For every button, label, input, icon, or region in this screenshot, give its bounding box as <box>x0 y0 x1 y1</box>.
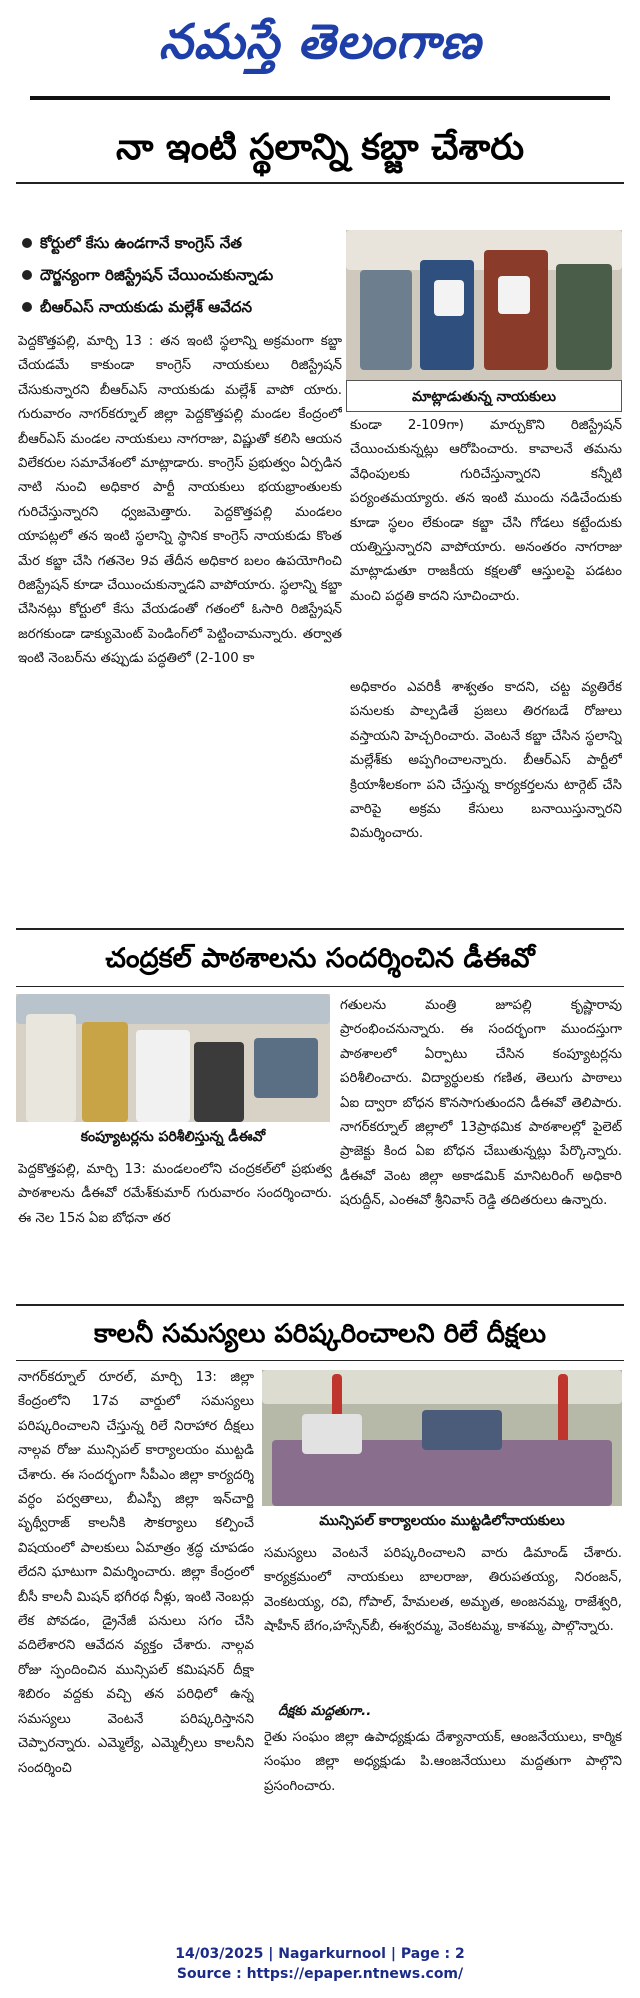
story1-photo-caption: మాట్లాడుతున్న నాయకులు <box>346 380 622 412</box>
masthead <box>0 0 640 100</box>
footer-source-line: Source : https://epaper.ntnews.com/ <box>176 1966 464 1982</box>
divider <box>16 986 624 987</box>
story3-column-2b: రైతు సంఘం జిల్లా ఉపాధ్యక్షుడు దేశ్యానాయక్, ఆంజనేయులు, కార్మిక సంఘం జిల్లా అధ్యక్షుడు పి.ఆంజనేయులు మద్దతుగా పాల్గొని ప్రసంగించారు. <box>264 1730 622 1794</box>
story1-headline: నా ఇంటి స్థలాన్ని కబ్జా చేశారు <box>115 127 525 168</box>
newspaper-logo: నమస్తే తెలంగాణ <box>158 14 482 70</box>
story3-subhead: దీక్షకు మద్దతుగా.. <box>278 1704 372 1719</box>
divider <box>16 1360 624 1361</box>
story3-photo-caption: మున్సిపల్ కార్యాలయం ముట్టడిలోనాయకులు <box>262 1506 622 1536</box>
bullet-icon <box>22 238 32 248</box>
story3-column-1: నాగర్‌కర్నూల్ రూరల్, మార్చి 13: జిల్లా కేంద్రంలోని 17వ వార్డులో సమస్యలు పరిష్కరించాలని చేస్తున్న రిలే నిరాహార దీక్షలు నాల్గవ రోజు మున్సిపల్ కార్యాలయం ముట్టడి చేశారు. ఈ సందర్భంగా సీపీఎం జిల్లా కార్యదర్శి వర్ధం పర్వతాలు, బీఎస్పీ జిల్లా ఇన్‌చార్జి పృథ్వీరాజ్ కాలనీకి సౌకర్యాలు కల్పించే విషయంలో పాలకులు ఏమాత్రం శ్రద్ధ చూపడం లేదని ఘాటుగా విమర్శించారు. జిల్లా కేంద్రంలో బీసీ కాలనీ మిషన్ భగీరథ నీళ్లు, ఇంటి నెంబర్లు లేక పోవడం, డ్రైనేజీ పనులు సగం చేసి వదిలేశారని ఆవేదన వ్యక్తం చేశారు. నాల్గవ రోజు స్పందించిన మున్సిపల్ కమిషనర్ దీక్షా శిబిరం వద్దకు వచ్చి తన పరిధిలో ఉన్న సమస్యలు వెంటనే పరిష్కరిస్తానని చెప్పారన్నారు. ఎమ్మెల్యే, ఎమ్మెల్సీలు కాలనీని సందర్శించి <box>18 1370 254 1776</box>
story2-photo-caption: కంప్యూటర్లను పరిశీలిస్తున్న డీఈవో <box>16 1122 330 1152</box>
bullet-icon <box>22 270 32 280</box>
divider <box>16 928 624 930</box>
story3-photo <box>262 1370 622 1506</box>
story2-headline: చంద్రకల్ పాఠశాలను సందర్శించిన డీఈవో <box>105 943 535 974</box>
bullet-item: కోర్టులో కేసు ఉండగానే కాంగ్రెస్ నేత <box>22 232 342 254</box>
story1-column-1: పెద్దకొత్తపల్లి, మార్చి 13 : తన ఇంటి స్థలాన్ని అక్రమంగా కబ్జా చేయడమే కాకుండా కాంగ్రెస్ నాయకులు రిజిస్ట్రేషన్ చేసుకున్నారని బీఆర్ఎస్ నాయకుడు మల్లేశ్ వాపో యారు. గురువారం నాగర్‌కర్నూల్ జిల్లా పెద్దకొత్తపల్లి మండల కేంద్రంలో బీఆర్ఎస్ మండల నాయకులు నాగరాజు, విష్ణుతో కలిసి ఆయన విలేకరుల సమావేశంలో మాట్లాడారు. కాంగ్రెస్ ప్రభుత్వం ఏర్పడిన నాటి నుంచి అధికార పార్టీ నాయకులు భయభ్రాంతులకు గురిచేస్తున్నారని ధ్వజమెత్తారు. పెద్దకొత్తపల్లి మండలం యాపట్లలో తన ఇంటి స్థలాన్ని స్థానిక కాంగ్రెస్ నాయకుడు కొంత మేర కబ్జా చేసి గతనెల 9వ తేదీన అధికార బలం ఉపయోగించి రిజిస్ట్రేషన్ కూడా చేయించుకున్నాడని వాపోయారు. స్థలాన్ని కబ్జా చేసినట్లు కోర్టులో కేసు వేయడంతో గతంలో ఓసారి రిజిస్ట్రేషన్ జరగకుండా డాక్యుమెంట్ పెండింగ్‌లో పెట్టించామన్నారు. తర్వాత ఇంటి నెంబర్‌ను తప్పుడు పద్ధతిలో (2-100 కా <box>18 334 342 667</box>
divider <box>16 1304 624 1306</box>
story2-photo <box>16 994 330 1122</box>
story3-column-2a: సమస్యలు వెంటనే పరిష్కరించాలని వారు డిమాండ్ చేశారు. కార్యక్రమంలో నాయకులు బాలరాజు, తిరుపతయ్య, నిరంజన్, వెంకటయ్య, రవి, గోపాల్, హేమలత, అమృత, అంజనమ్మ, రాజేశ్వరి, షాహీన్ బేగం,హస్సేన్‌బీ, ఈశ్వరమ్మ, వెంకటమ్మ, కాశమ్మ, పాల్గొన్నారు. <box>264 1546 622 1635</box>
footer-date-line: 14/03/2025 | Nagarkurnool | Page : 2 <box>175 1946 465 1962</box>
bullet-icon <box>22 302 32 312</box>
story2-column-2: గతులను మంత్రి జూపల్లి కృష్ణారావు ప్రారంభించనున్నారు. ఈ సందర్భంగా ముందస్తుగా పాఠశాలలో ఏర్పాటు చేసిన కంప్యూటర్లను పరిశీలించారు. విద్యార్థులకు గణిత, తెలుగు పాఠాలు ఏఐ ద్వారా బోధన కొనసాగుతుందని డీఈవో తెలిపారు. నాగర్‌కర్నూల్ జిల్లాలో 13ప్రాథమిక పాఠశాలల్లో పైలెట్ ప్రాజెక్టు కింద ఏఐ బోధన చేబుతున్నట్లు పేర్కొన్నారు. డీఈవో వెంట జిల్లా అకాడమిక్ మానిటరింగ్ అధికారి షరుద్దీన్, ఎంఈవో శ్రీనివాస్ రెడ్డి తదితరులు ఉన్నారు. <box>340 998 622 1209</box>
story2-column-1: పెద్దకొత్తపల్లి, మార్చి 13: మండలంలోని చంద్రకల్‌లో ప్రభుత్వ పాఠశాలను డీఈవో రమేశ్‌కుమార్ గురువారం సందర్శించారు. ఈ నెల 15న ఏఐ బోధనా తర <box>18 1162 332 1226</box>
story1-column-2a: కుండా 2-109గా) మార్చుకొని రిజిస్ట్రేషన్ చేయించుకున్నట్లు ఆరోపించారు. కావాలనే తమను వేధింపులకు గురిచేస్తున్నారని కన్నీటి పర్యంతమయ్యారు. తన ఇంటి ముందు నడిచేందుకు కూడా స్థలం లేకుండా కబ్జా చేసి గోడలు కట్టేందుకు యత్నిస్తున్నారని వాపోయారు. అనంతరం నాగరాజు మాట్లాడుతూ రాజకీయ కక్షలతో ఆస్తులపై పడటం మంచి పద్ధతి కాదని సూచించారు. <box>350 418 622 604</box>
bullet-item: దౌర్జన్యంగా రిజిస్ట్రేషన్ చేయించుకున్నాడు <box>22 264 342 286</box>
story1-photo <box>346 230 622 380</box>
story1-bullets <box>22 232 342 328</box>
footer <box>0 1944 640 1984</box>
divider <box>16 182 624 184</box>
story3-headline: కాలనీ సమస్యలు పరిష్కరించాలని రిలే దీక్షలు <box>94 1319 546 1349</box>
story1-column-2b: అధికారం ఎవరికీ శాశ్వతం కాదని, చట్ట వ్యతిరేక పనులకు పాల్పడితే ప్రజలు తిరగబడే రోజులు వస్తాయని హెచ్చరించారు. వెంటనే కబ్జా చేసిన స్థలాన్ని మల్లేశ్‌కు అప్పగించాలన్నారు. బీఆర్ఎస్ పార్టీలో క్రియాశీలకంగా పని చేస్తున్న కార్యకర్తలను టార్గెట్ చేసి వారిపై అక్రమ కేసులు బనాయిస్తున్నారని విమర్శించారు. <box>350 680 622 842</box>
bullet-item: బీఆర్ఎస్ నాయకుడు మల్లేశ్ ఆవేదన <box>22 296 342 318</box>
masthead-rule <box>30 96 610 100</box>
